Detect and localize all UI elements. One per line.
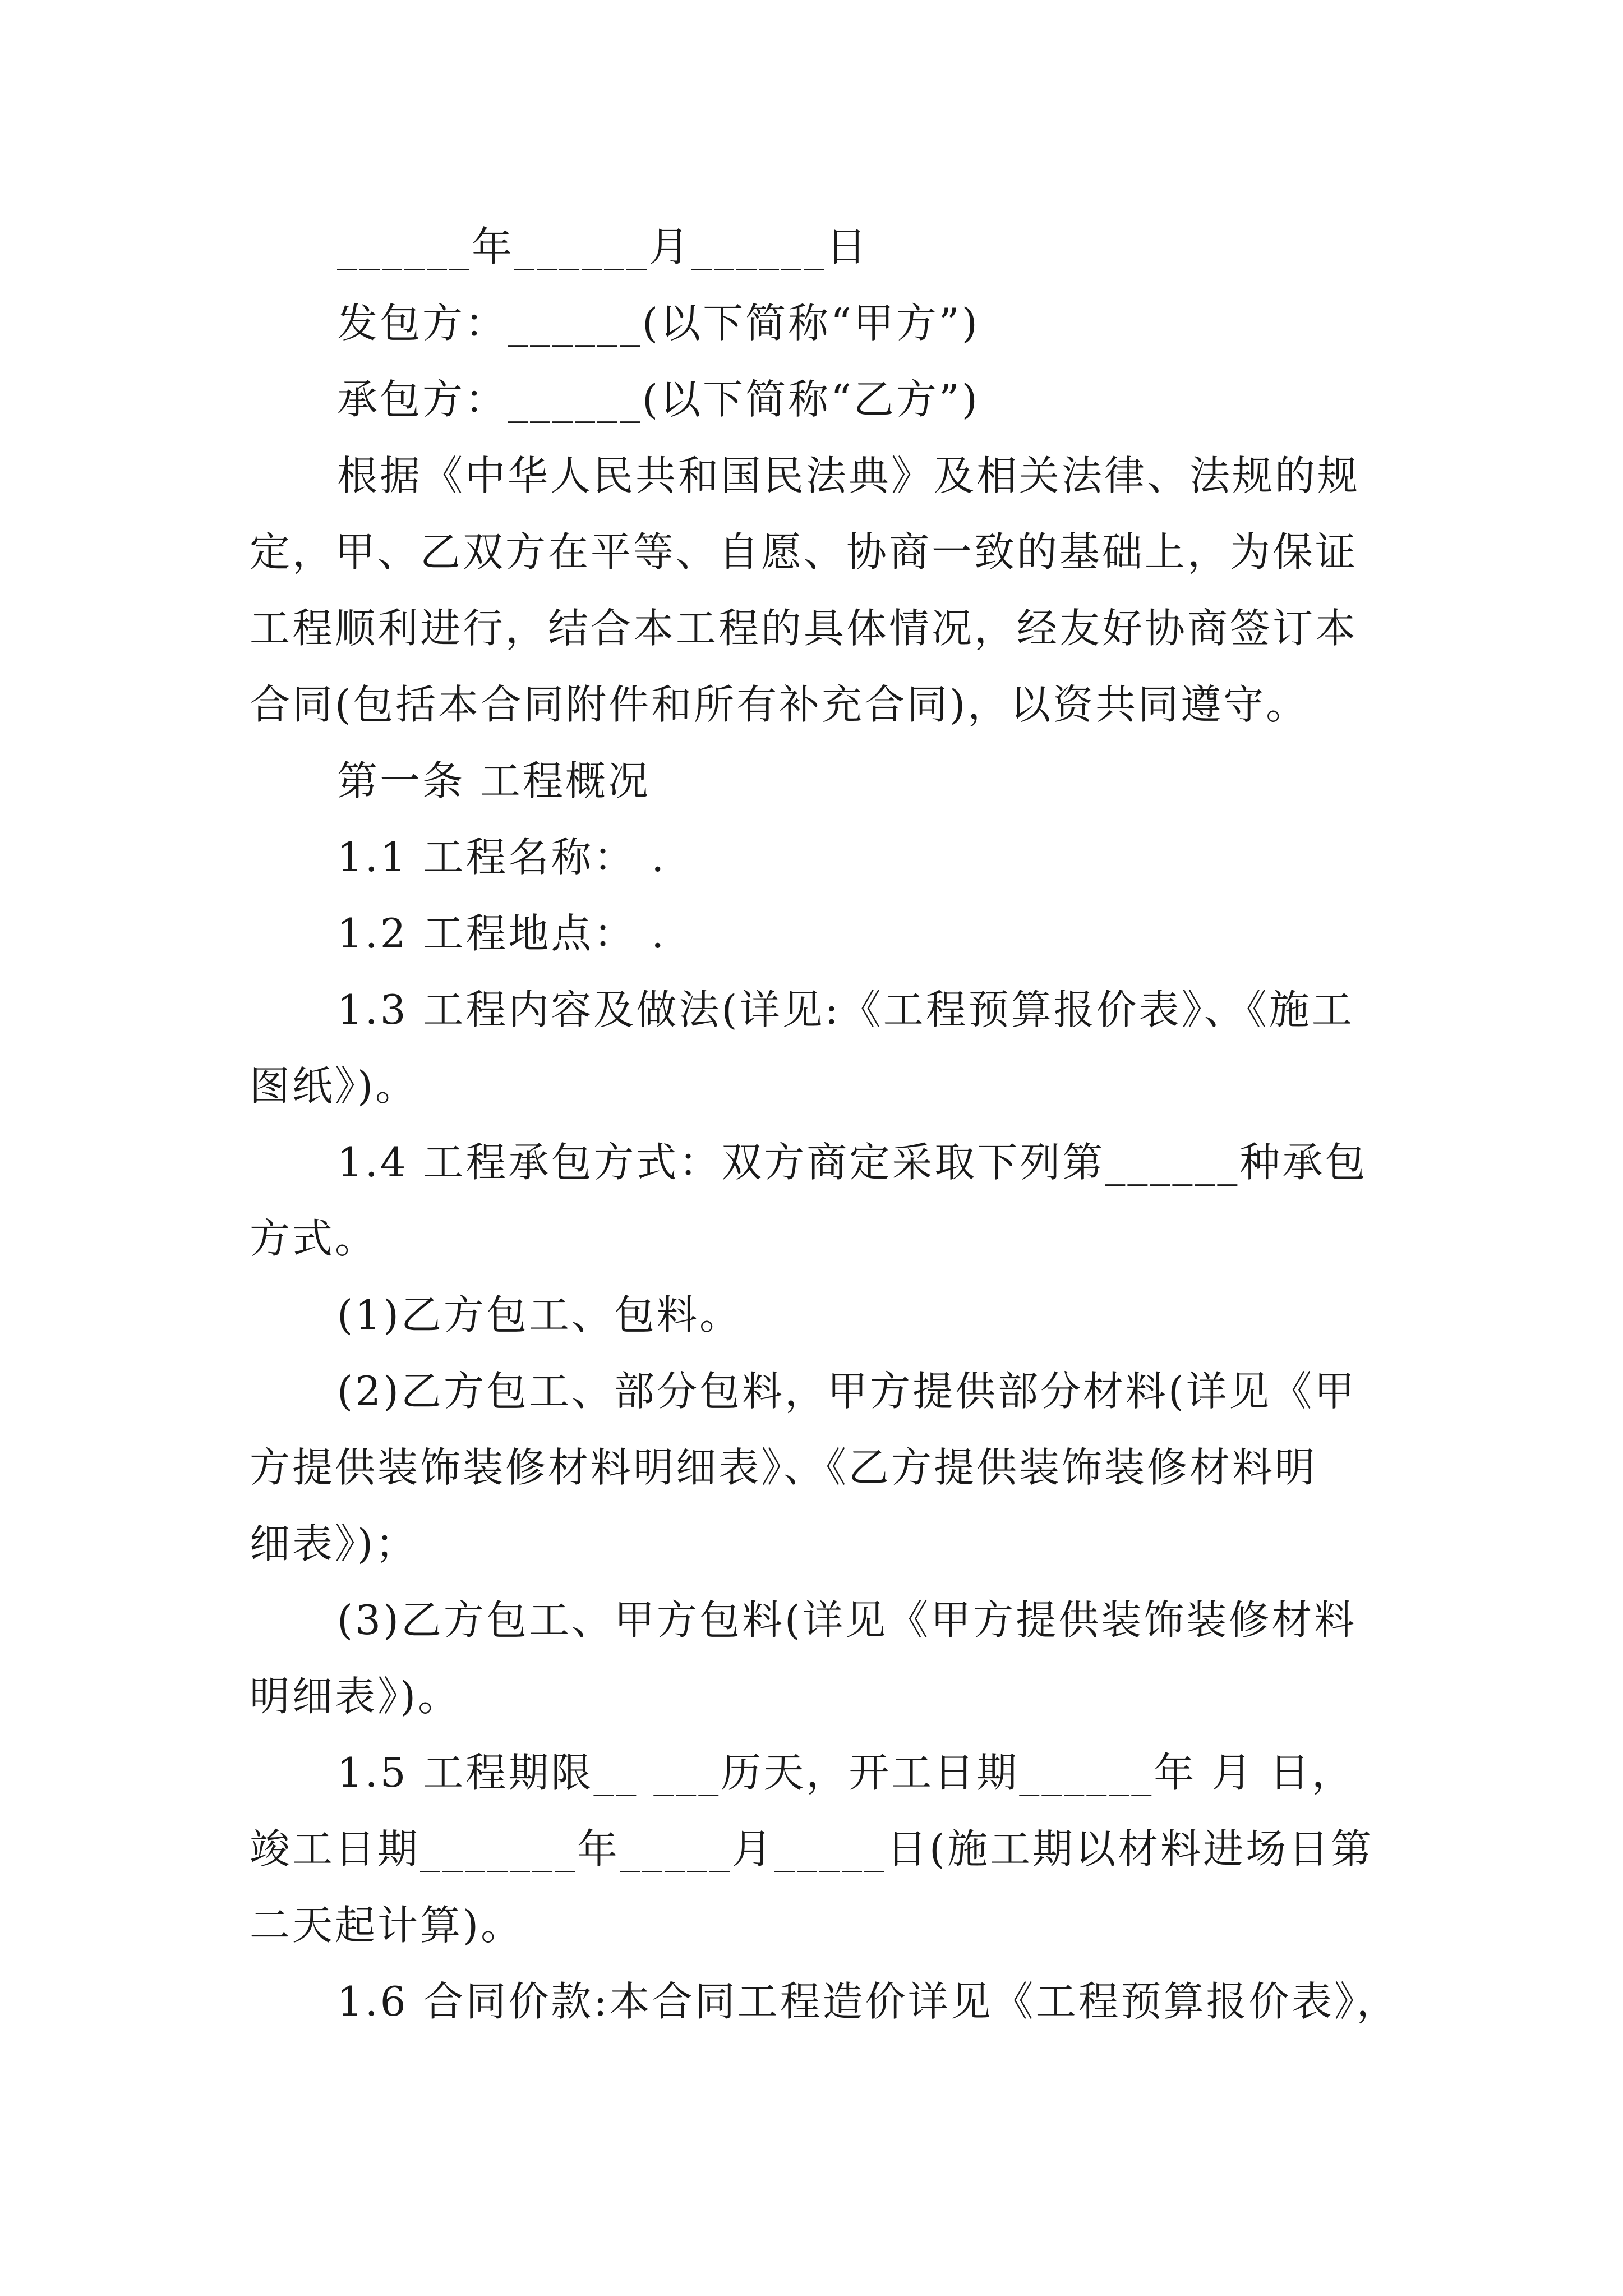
option-line: 方提供装饰装修材料明细表》、《乙方提供装饰装修材料明 [250, 1444, 1318, 1491]
option-line: (2)乙方包工、部分包料，甲方提供部分材料(详见《甲 [337, 1368, 1357, 1415]
clause-line: 1.1 工程名称： . [337, 834, 667, 881]
paragraph-line: 工程顺利进行，结合本工程的具体情况，经友好协商签订本 [250, 605, 1358, 652]
clause-line: 二天起计算)。 [250, 1902, 524, 1949]
clause-line: 1.4 工程承包方式：双方商定采取下列第______种承包 [337, 1139, 1368, 1186]
option-line: 细表》)； [250, 1520, 418, 1567]
clause-line: 1.6 合同价款:本合同工程造价详见《工程预算报价表》， [337, 1978, 1399, 2025]
paragraph-line: 合同(包括本合同附件和所有补充合同)，以资共同遵守。 [250, 681, 1309, 728]
option-line: (1)乙方包工、包料。 [337, 1291, 742, 1338]
paragraph-line: 定，甲、乙双方在平等、自愿、协商一致的基础上，为保证 [250, 528, 1358, 576]
clause-line: 1.3 工程内容及做法(详见:《工程预算报价表》、《施工 [337, 986, 1354, 1033]
clause-line: 图纸》)。 [250, 1062, 418, 1110]
clause-line: 竣工日期_______年_____月_____日(施工期以材料进场日第 [250, 1825, 1374, 1872]
option-line: 明细表》)。 [250, 1673, 461, 1720]
clause-line: 1.5 工程期限__ ___历天，开工日期______年 月 日， [337, 1749, 1355, 1796]
clause-line: 1.2 工程地点： . [337, 910, 667, 957]
option-line: (3)乙方包工、甲方包料(详见《甲方提供装饰装修材料 [337, 1596, 1357, 1644]
contract-body [250, 209, 1399, 2040]
contractor-receiver-line: 承包方：______(以下简称“乙方”) [337, 376, 980, 423]
date-line: ______年______月______日 [337, 223, 869, 270]
paragraph-line: 根据《中华人民共和国民法典》及相关法律、法规的规 [337, 452, 1361, 499]
clause-line: 方式。 [250, 1215, 378, 1262]
contractor-issuer-line: 发包方：______(以下简称“甲方”) [337, 300, 980, 347]
section-heading: 第一条 工程概况 [337, 757, 651, 804]
